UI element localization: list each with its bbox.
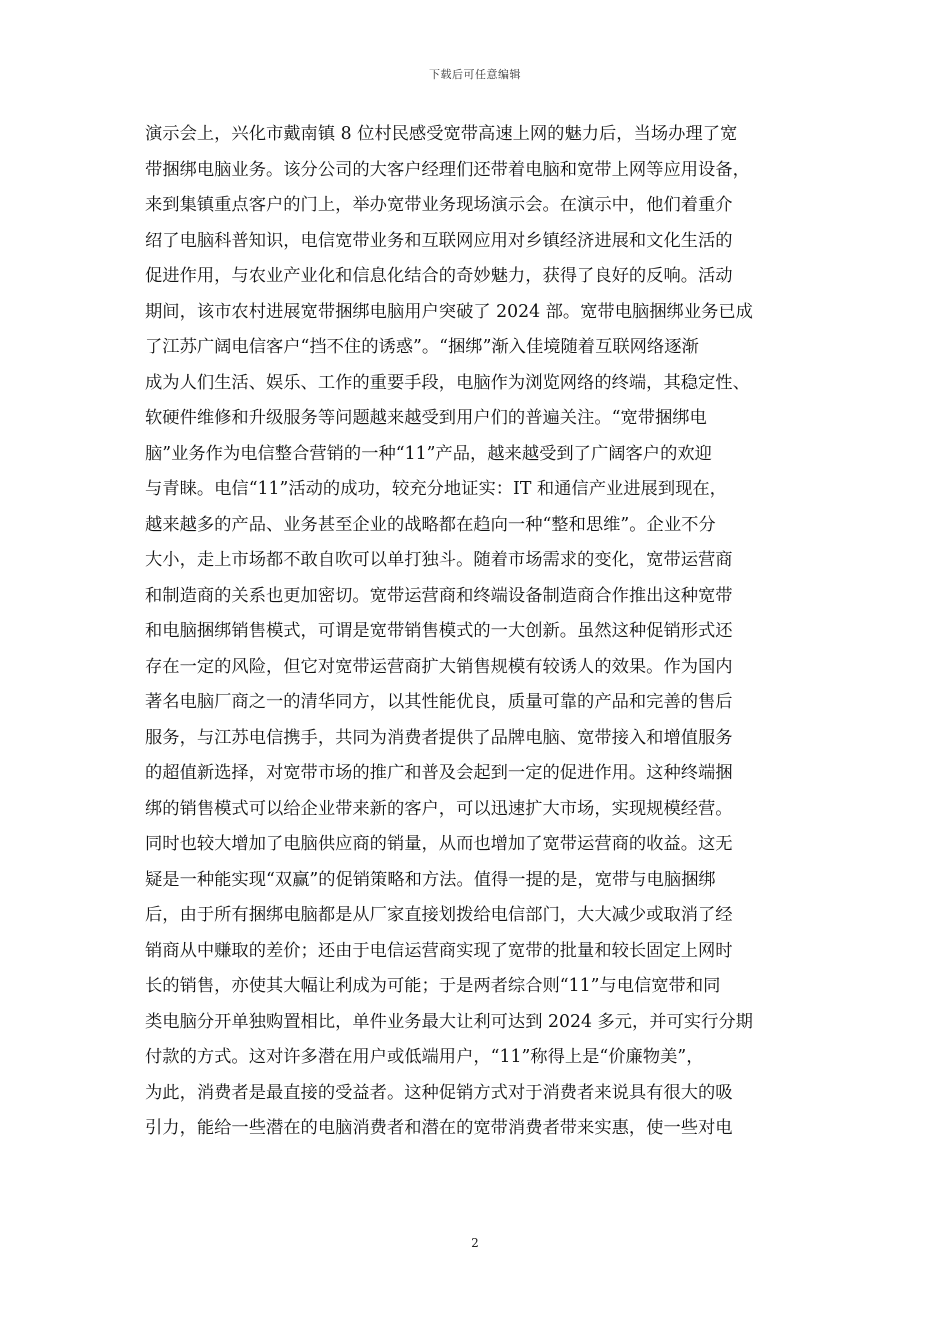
text-line-28: 为此，消费者是最直接的受益者。这种促销方式对于消费者来说具有很大的吸 xyxy=(145,1082,733,1103)
page-header: 下载后可任意编辑 xyxy=(429,68,521,81)
text-line-6: 期间，该市农村进展宽带捆绑电脑用户突破了 2024 部。宽带电脑捆绑业务已成 xyxy=(145,301,753,322)
text-line-20: 绑的销售模式可以给企业带来新的客户，可以迅速扩大市场，实现规模经营。 xyxy=(145,798,733,819)
text-line-10: 脑”业务作为电信整合营销的一种“11”产品，越来越受到了广阔客户的欢迎 xyxy=(145,443,712,464)
text-line-22: 疑是一种能实现“双赢”的促销策略和方法。值得一提的是，宽带与电脑捆绑 xyxy=(145,869,716,890)
text-line-18: 服务，与江苏电信携手，共同为消费者提供了品牌电脑、宽带接入和增值服务 xyxy=(145,727,733,748)
text-line-14: 和制造商的关系也更加密切。宽带运营商和终端设备制造商合作推出这种宽带 xyxy=(145,585,733,606)
text-line-11: 与青睐。电信“11”活动的成功，较充分地证实：IT 和通信产业进展到现在， xyxy=(145,479,727,499)
text-line-5: 促进作用，与农业产业化和信息化结合的奇妙魅力，获得了良好的反响。活动 xyxy=(145,266,733,286)
text-line-3: 来到集镇重点客户的门上，举办宽带业务现场演示会。在演示中，他们着重介 xyxy=(145,195,733,215)
text-line-24: 销商从中赚取的差价；还由于电信运营商实现了宽带的批量和较长固定上网时 xyxy=(145,940,733,961)
text-line-23: 后，由于所有捆绑电脑都是从厂家直接划拨给电信部门，大大减少或取消了经 xyxy=(145,905,733,925)
text-line-27: 付款的方式。这对许多潜在用户或低端用户，“11”称得上是“价廉物美”， xyxy=(145,1047,704,1067)
text-line-26: 类电脑分开单独购置相比，单件业务最大让利可达到 2024 多元，并可实行分期 xyxy=(145,1011,753,1032)
text-line-16: 存在一定的风险，但它对宽带运营商扩大销售规模有较诱人的效果。作为国内 xyxy=(145,656,733,677)
text-line-13: 大小，走上市场都不敢自吹可以单打独斗。随着市场需求的变化，宽带运营商 xyxy=(145,550,733,570)
text-line-7: 了江苏广阔电信客户“挡不住的诱惑”。“捆绑”渐入佳境随着互联网络逐渐 xyxy=(145,337,699,357)
text-line-17: 著名电脑厂商之一的清华同方，以其性能优良，质量可靠的产品和完善的售后 xyxy=(145,692,733,712)
text-line-8: 成为人们生活、娱乐、工作的重要手段，电脑作为浏览网络的终端，其稳定性、 xyxy=(145,372,750,393)
text-line-12: 越来越多的产品、业务甚至企业的战略都在趋向一种“整和思维”。企业不分 xyxy=(145,514,716,535)
text-line-15: 和电脑捆绑销售模式，可谓是宽带销售模式的一大创新。虽然这种促销形式还 xyxy=(145,621,733,641)
text-line-21: 同时也较大增加了电脑供应商的销量，从而也增加了宽带运营商的收益。这无 xyxy=(145,834,733,854)
text-line-1: 演示会上，兴化市戴南镇 8 位村民感受宽带高速上网的魅力后，当场办理了宽 xyxy=(145,124,738,144)
body-text xyxy=(145,117,809,1147)
text-line-2: 带捆绑电脑业务。该分公司的大客户经理们还带着电脑和宽带上网等应用设备， xyxy=(145,159,750,180)
text-line-29: 引力，能给一些潜在的电脑消费者和潜在的宽带消费者带来实惠，使一些对电 xyxy=(145,1118,733,1138)
text-line-9: 软硬件维修和升级服务等问题越来越受到用户们的普遍关注。“宽带捆绑电 xyxy=(145,408,707,428)
text-line-19: 的超值新选择，对宽带市场的推广和普及会起到一定的促进作用。这种终端捆 xyxy=(145,763,733,783)
text-line-25: 长的销售，亦使其大幅让利成为可能；于是两者综合则“11”与电信宽带和同 xyxy=(145,976,721,996)
page-number: 2 xyxy=(471,1236,479,1250)
text-line-4: 绍了电脑科普知识，电信宽带业务和互联网应用对乡镇经济进展和文化生活的 xyxy=(145,230,733,251)
